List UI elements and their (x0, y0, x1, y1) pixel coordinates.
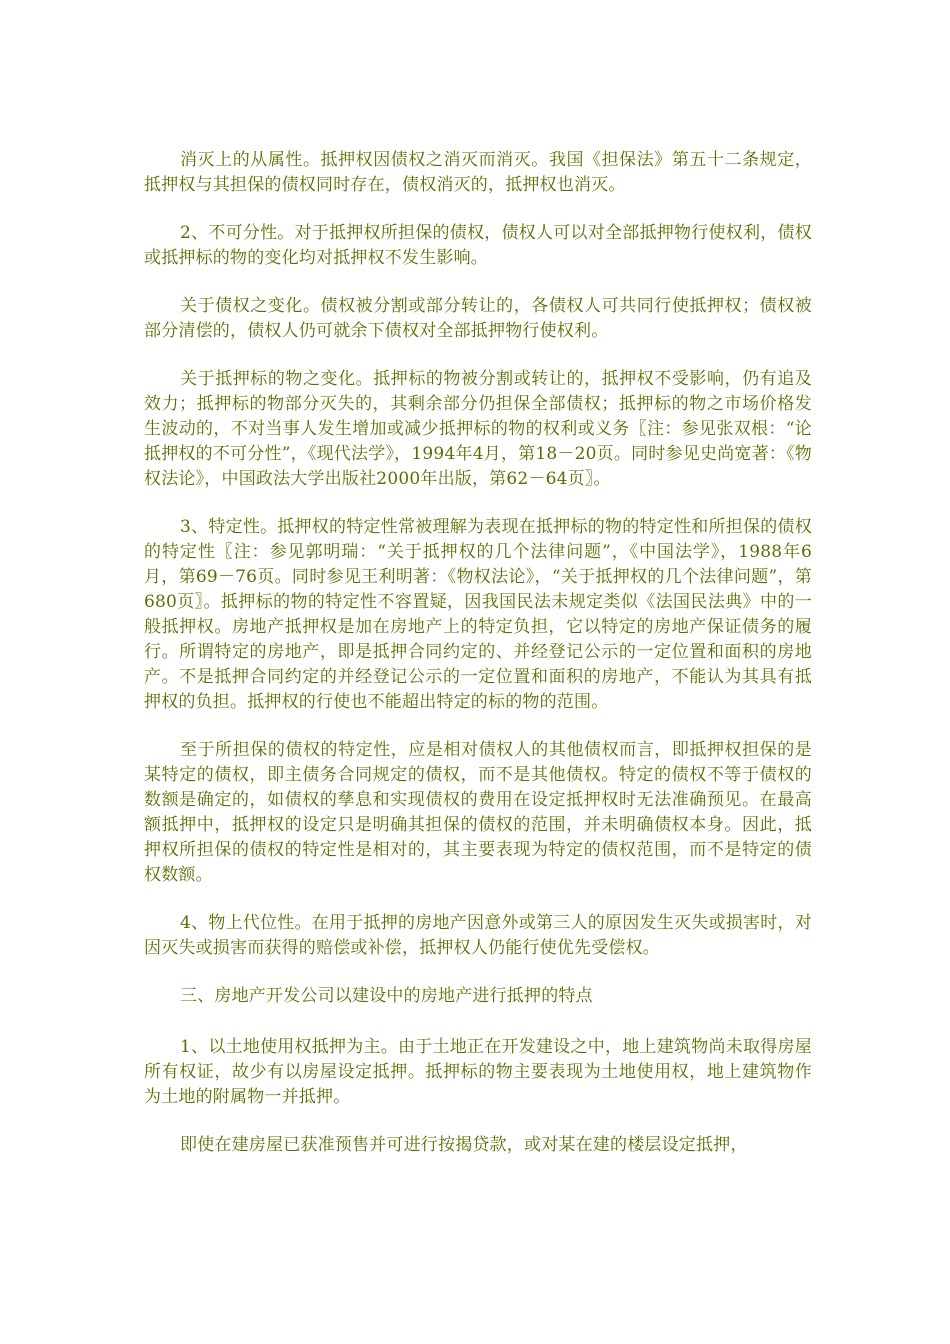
paragraph-4: 关于抵押标的物之变化。抵押标的物被分割或转让的，抵押权不受影响，仍有追及效力；抵押标的物部分灭失的，其剩余部分仍担保全部债权；抵押标的物之市场价格发生波动的，不对当事人发生增加或减少抵押标的物的权利或义务〖注：参见张双根：“论抵押权的不可分性”，《现代法学》，1994年4月，第18－20页。同时参见史尚宽著：《物权法论》，中国政法大学出版社2000年出版，第62－64页〗。 (144, 369, 812, 489)
paragraph-8: 1、以土地使用权抵押为主。由于土地正在开发建设之中，地上建筑物尚未取得房屋所有权证，故少有以房屋设定抵押。抵押标的物主要表现为土地使用权，地上建筑物作为土地的附属物一并抵押。 (144, 1037, 812, 1107)
paragraph-5: 3、特定性。抵押权的特定性常被理解为表现在抵押标的物的特定性和所担保的债权的特定性〖注：参见郭明瑞：“关于抵押权的几个法律问题”，《中国法学》，1988年6月，第69－76页。同时参见王利明著：《物权法论》，“关于抵押权的几个法律问题”，第680页〗。抵押标的物的特定性不容置疑，因我国民法未规定类似《法国民法典》中的一般抵押权。房地产抵押权是加在房地产上的特定负担，它以特定的房地产保证债务的履行。所谓特定的房地产，即是抵押合同约定的、并经登记公示的一定位置和面积的房地产。不是抵押合同约定的并经登记公示的一定位置和面积的房地产，不能认为其具有抵押权的负担。抵押权的行使也不能超出特定的标的物的范围。 (144, 517, 812, 712)
paragraph-3: 关于债权之变化。债权被分割或部分转让的，各债权人可共同行使抵押权；债权被部分清偿的，债权人仍可就余下债权对全部抵押物行使权利。 (144, 296, 812, 341)
paragraph-7: 4、物上代位性。在用于抵押的房地产因意外或第三人的原因发生灭失或损害时，对因灭失或损害而获得的赔偿或补偿，抵押权人仍能行使优先受偿权。 (144, 913, 812, 958)
section-heading: 三、房地产开发公司以建设中的房地产进行抵押的特点 (180, 986, 593, 1006)
document-page (144, 148, 812, 1181)
paragraph-1: 消灭上的从属性。抵押权因债权之消灭而消灭。我国《担保法》第五十二条规定，抵押权与其担保的债权同时存在，债权消灭的，抵押权也消灭。 (144, 150, 812, 195)
paragraph-6: 至于所担保的债权的特定性，应是相对债权人的其他债权而言，即抵押权担保的是某特定的债权，即主债务合同规定的债权，而不是其他债权。特定的债权不等于债权的数额是确定的，如债权的孳息和实现债权的费用在设定抵押权时无法准确预见。在最高额抵押中，抵押权的设定只是明确其担保的债权的范围，并未明确债权本身。因此，抵押权所担保的债权的特定性是相对的，其主要表现为特定的债权范围，而不是特定的债权数额。 (144, 740, 812, 885)
paragraph-9: 即使在建房屋已获准预售并可进行按揭贷款，或对某在建的楼层设定抵押， (180, 1135, 748, 1155)
paragraph-2: 2、不可分性。对于抵押权所担保的债权，债权人可以对全部抵押物行使权利，债权或抵押标的物的变化均对抵押权不发生影响。 (144, 223, 812, 268)
